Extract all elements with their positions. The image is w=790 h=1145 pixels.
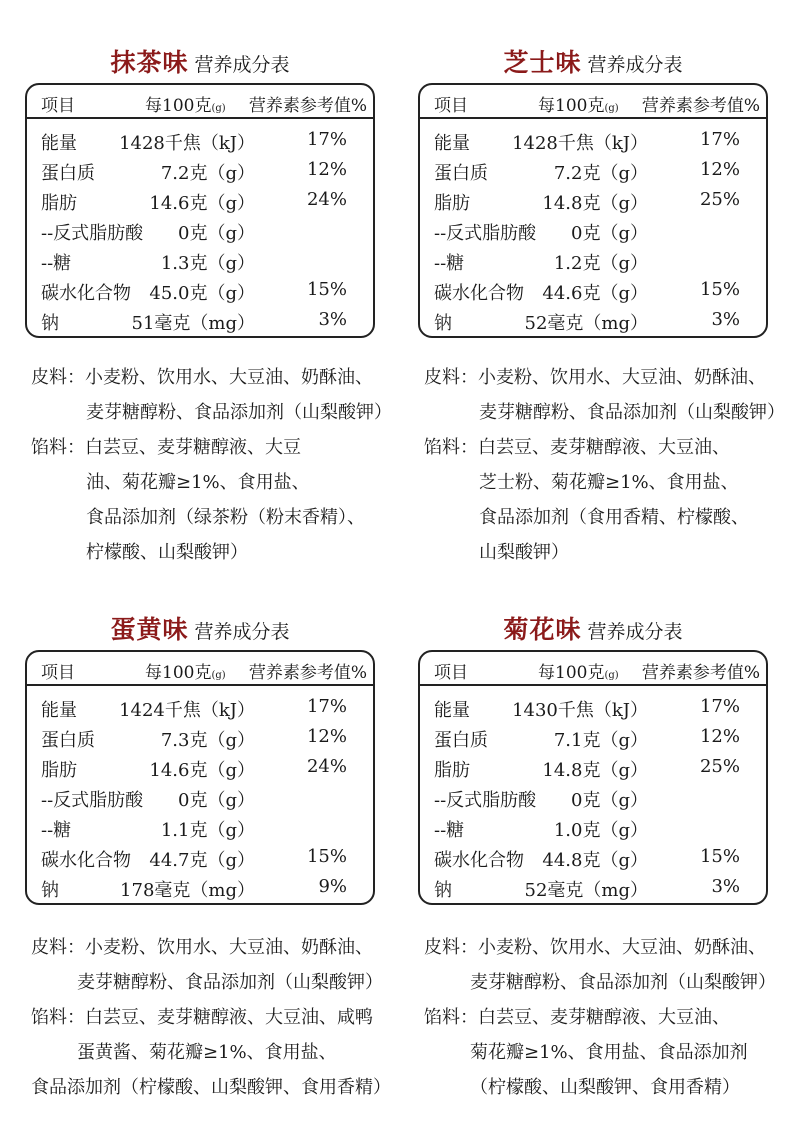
ingredients-list xyxy=(31,930,401,1105)
row-value: 1.3克（g） xyxy=(160,253,255,274)
nutrition-table xyxy=(25,83,375,338)
row-name: --糖 xyxy=(41,820,72,841)
table-header xyxy=(27,85,373,119)
row-name: 钠 xyxy=(41,880,59,901)
row-value: 44.6克（g） xyxy=(542,283,648,304)
ingredient-line: 皮料：小麦粉、饮用水、大豆油、奶酥油、 xyxy=(31,937,373,958)
row-value: 7.3克（g） xyxy=(160,730,255,751)
ingredient-line: 馅料：白芸豆、麦芽糖醇液、大豆 xyxy=(31,437,301,458)
row-name: 脂肪 xyxy=(41,193,77,214)
header-per-unit: (g) xyxy=(211,103,226,114)
row-name: 脂肪 xyxy=(41,760,77,781)
header-per-label: 每100克 xyxy=(538,96,605,116)
row-name: 钠 xyxy=(434,313,452,334)
row-nrv: 15% xyxy=(306,846,347,867)
panel-egg-yolk xyxy=(25,612,391,1098)
row-name: 碳水化合物 xyxy=(41,283,131,304)
row-nrv: 17% xyxy=(306,696,347,717)
row-value: 45.0克（g） xyxy=(149,283,255,304)
row-nrv: 12% xyxy=(306,159,347,180)
table-row xyxy=(420,694,766,724)
ingredients-list xyxy=(424,360,790,570)
ingredient-line: 菊花瓣≥1%、食用盐、食品添加剂 xyxy=(470,1042,748,1063)
row-value: 14.6克（g） xyxy=(149,760,255,781)
row-value: 14.8克（g） xyxy=(542,760,648,781)
header-item: 项目 xyxy=(41,663,75,683)
table-header xyxy=(27,652,373,686)
row-value: 44.7克（g） xyxy=(149,850,255,871)
table-row xyxy=(27,754,373,784)
table-row xyxy=(27,187,373,217)
header-per-label: 每100克 xyxy=(145,96,212,116)
row-value: 1.0克（g） xyxy=(553,820,648,841)
row-value: 1424千焦（kJ） xyxy=(119,700,255,721)
ingredient-line: 山梨酸钾） xyxy=(479,542,569,563)
ingredient-line: 食品添加剂（食用香精、柠檬酸、 xyxy=(479,507,749,528)
ingredient-line: 皮料：小麦粉、饮用水、大豆油、奶酥油、 xyxy=(424,937,766,958)
row-value: 7.1克（g） xyxy=(553,730,648,751)
row-nrv: 15% xyxy=(699,846,740,867)
table-row xyxy=(27,784,373,814)
row-name: --反式脂肪酸 xyxy=(434,790,537,811)
ingredient-line: 柠檬酸、山梨酸钾） xyxy=(86,542,248,563)
row-name: --糖 xyxy=(434,253,465,274)
flavor-name: 蛋黄味 xyxy=(110,615,189,644)
table-row xyxy=(27,277,373,307)
row-nrv: 17% xyxy=(699,696,740,717)
table-row xyxy=(420,217,766,247)
row-nrv: 24% xyxy=(306,189,347,210)
table-row xyxy=(27,127,373,157)
header-per-unit: (g) xyxy=(604,103,619,114)
panel-title xyxy=(25,45,375,81)
row-value: 44.8克（g） xyxy=(542,850,648,871)
ingredient-line: 蛋黄酱、菊花瓣≥1%、食用盐、 xyxy=(77,1042,337,1063)
header-per-unit: (g) xyxy=(604,670,619,681)
row-nrv: 25% xyxy=(699,189,740,210)
ingredient-line: 麦芽糖醇粉、食品添加剂（山梨酸钾） xyxy=(77,972,383,993)
row-name: 碳水化合物 xyxy=(434,850,524,871)
nutrition-table xyxy=(25,650,375,905)
header-nrv: 营养素参考值% xyxy=(248,96,367,116)
table-row xyxy=(27,724,373,754)
row-nrv: 17% xyxy=(699,129,740,150)
row-nrv: 24% xyxy=(306,756,347,777)
panel-cheese xyxy=(418,45,785,563)
flavor-name: 抹茶味 xyxy=(110,48,189,77)
table-row xyxy=(420,157,766,187)
ingredients-list xyxy=(31,360,401,570)
header-item: 项目 xyxy=(434,96,468,116)
table-row xyxy=(420,277,766,307)
row-name: 钠 xyxy=(41,313,59,334)
row-nrv: 3% xyxy=(711,876,740,897)
header-per-label: 每100克 xyxy=(538,663,605,683)
table-row xyxy=(420,307,766,337)
row-value: 7.2克（g） xyxy=(160,163,255,184)
row-value: 52毫克（mg） xyxy=(524,880,648,901)
row-nrv: 9% xyxy=(318,876,347,897)
ingredient-line: 皮料：小麦粉、饮用水、大豆油、奶酥油、 xyxy=(424,367,766,388)
table-row xyxy=(27,307,373,337)
row-nrv: 12% xyxy=(699,726,740,747)
header-nrv: 营养素参考值% xyxy=(248,663,367,683)
row-value: 0克（g） xyxy=(178,223,255,244)
row-value: 14.8克（g） xyxy=(542,193,648,214)
row-name: 碳水化合物 xyxy=(434,283,524,304)
row-value: 51毫克（mg） xyxy=(131,313,255,334)
row-value: 178毫克（mg） xyxy=(120,880,255,901)
nutrition-table xyxy=(418,650,768,905)
panel-chrysanthemum xyxy=(418,612,776,1098)
row-value: 1.2克（g） xyxy=(553,253,648,274)
row-name: --反式脂肪酸 xyxy=(434,223,537,244)
row-value: 1428千焦（kJ） xyxy=(119,133,255,154)
ingredient-line: （柠檬酸、山梨酸钾、食用香精） xyxy=(470,1077,740,1098)
table-row xyxy=(27,157,373,187)
header-per xyxy=(538,658,619,683)
table-subtitle: 营养成分表 xyxy=(587,54,683,76)
header-nrv: 营养素参考值% xyxy=(641,663,760,683)
table-header xyxy=(420,85,766,119)
row-name: 脂肪 xyxy=(434,193,470,214)
table-row xyxy=(420,844,766,874)
table-row xyxy=(27,874,373,904)
header-per xyxy=(145,658,226,683)
row-name: 钠 xyxy=(434,880,452,901)
ingredient-line: 馅料：白芸豆、麦芽糖醇液、大豆油、咸鸭 xyxy=(31,1007,373,1028)
row-name: 蛋白质 xyxy=(41,163,95,184)
ingredient-line: 食品添加剂（绿茶粉（粉末香精）、 xyxy=(86,507,365,528)
row-name: --反式脂肪酸 xyxy=(41,790,144,811)
ingredient-line: 馅料：白芸豆、麦芽糖醇液、大豆油、 xyxy=(424,437,730,458)
table-subtitle: 营养成分表 xyxy=(587,621,683,643)
row-name: 蛋白质 xyxy=(434,163,488,184)
row-name: 碳水化合物 xyxy=(41,850,131,871)
flavor-name: 菊花味 xyxy=(503,615,582,644)
ingredient-line: 麦芽糖醇粉、食品添加剂（山梨酸钾） xyxy=(86,402,392,423)
table-row xyxy=(420,814,766,844)
row-name: 蛋白质 xyxy=(434,730,488,751)
header-item: 项目 xyxy=(41,96,75,116)
table-row xyxy=(27,814,373,844)
row-nrv: 15% xyxy=(306,279,347,300)
ingredient-line: 芝士粉、菊花瓣≥1%、食用盐、 xyxy=(479,472,739,493)
panel-title xyxy=(418,612,768,648)
table-subtitle: 营养成分表 xyxy=(194,621,290,643)
row-nrv: 3% xyxy=(711,309,740,330)
ingredient-line: 馅料：白芸豆、麦芽糖醇液、大豆油、 xyxy=(424,1007,730,1028)
ingredient-line: 麦芽糖醇粉、食品添加剂（山梨酸钾） xyxy=(479,402,785,423)
row-value: 1428千焦（kJ） xyxy=(512,133,648,154)
table-subtitle: 营养成分表 xyxy=(194,54,290,76)
row-nrv: 3% xyxy=(318,309,347,330)
header-per xyxy=(145,91,226,116)
row-name: 蛋白质 xyxy=(41,730,95,751)
row-name: --糖 xyxy=(434,820,465,841)
row-nrv: 12% xyxy=(306,726,347,747)
table-row xyxy=(420,874,766,904)
table-row xyxy=(420,784,766,814)
table-row xyxy=(420,187,766,217)
ingredient-line: 食品添加剂（柠檬酸、山梨酸钾、食用香精） xyxy=(31,1077,391,1098)
ingredient-line: 油、菊花瓣≥1%、食用盐、 xyxy=(86,472,310,493)
panel-title xyxy=(418,45,768,81)
row-value: 0克（g） xyxy=(178,790,255,811)
table-row xyxy=(27,217,373,247)
row-value: 0克（g） xyxy=(571,790,648,811)
header-per-unit: (g) xyxy=(211,670,226,681)
row-value: 7.2克（g） xyxy=(553,163,648,184)
ingredient-line: 皮料：小麦粉、饮用水、大豆油、奶酥油、 xyxy=(31,367,373,388)
ingredients-list xyxy=(424,930,790,1105)
table-row xyxy=(420,724,766,754)
panel-matcha xyxy=(25,45,392,563)
table-row xyxy=(420,127,766,157)
table-row xyxy=(420,754,766,784)
row-name: 能量 xyxy=(41,133,77,154)
header-item: 项目 xyxy=(434,663,468,683)
ingredient-line: 麦芽糖醇粉、食品添加剂（山梨酸钾） xyxy=(470,972,776,993)
row-name: 能量 xyxy=(41,700,77,721)
panel-title xyxy=(25,612,375,648)
nutrition-table xyxy=(418,83,768,338)
row-value: 1.1克（g） xyxy=(160,820,255,841)
table-row xyxy=(27,844,373,874)
header-nrv: 营养素参考值% xyxy=(641,96,760,116)
row-name: --糖 xyxy=(41,253,72,274)
row-nrv: 12% xyxy=(699,159,740,180)
row-name: 能量 xyxy=(434,700,470,721)
row-value: 1430千焦（kJ） xyxy=(512,700,648,721)
row-nrv: 17% xyxy=(306,129,347,150)
row-name: 能量 xyxy=(434,133,470,154)
row-value: 14.6克（g） xyxy=(149,193,255,214)
row-name: --反式脂肪酸 xyxy=(41,223,144,244)
row-name: 脂肪 xyxy=(434,760,470,781)
header-per-label: 每100克 xyxy=(145,663,212,683)
table-row xyxy=(27,694,373,724)
table-header xyxy=(420,652,766,686)
row-value: 52毫克（mg） xyxy=(524,313,648,334)
row-nrv: 15% xyxy=(699,279,740,300)
row-nrv: 25% xyxy=(699,756,740,777)
table-row xyxy=(420,247,766,277)
row-value: 0克（g） xyxy=(571,223,648,244)
table-row xyxy=(27,247,373,277)
flavor-name: 芝士味 xyxy=(503,48,582,77)
header-per xyxy=(538,91,619,116)
